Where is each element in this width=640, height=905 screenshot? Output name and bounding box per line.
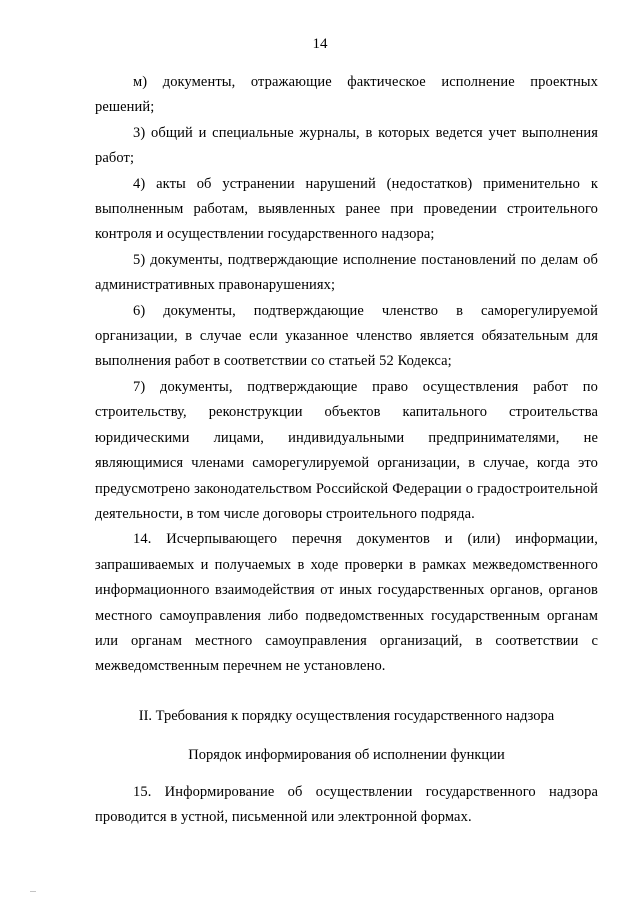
paragraph-14: 14. Исчерпывающего перечня документов и (или) информации, запрашиваемых и получаемых в ходе проверки в рамках межведомственного информационного взаимодействия от иных государственных органов, органов местного самоуправления либо подведомственных государственным органам или органам местного самоуправления организаций, в соответствии с межведомственным перечнем не установлено.: [95, 531, 598, 675]
scan-mark: ...: [30, 885, 36, 894]
subsection-heading: Порядок информирования об исполнении функции: [188, 747, 505, 763]
body-text: [95, 70, 598, 680]
paragraph-7: 7) документы, подтверждающие право осуществления работ по строительству, реконструкции объектов капитального строительства юридическими лицами, индивидуальными предпринимателями, не являющимися членами саморегулируемой организации, в случае, когда это предусмотрено законодательством Российской Федерации о градостроительной деятельности, в том числе договоры строительного подряда.: [95, 378, 598, 522]
section-heading: II. Требования к порядку осуществления государственного надзора: [138, 708, 555, 724]
paragraph-6: 6) документы, подтверждающие членство в саморегулируемой организации, в случае если указанное членство является обязательным для выполнения работ в соответствии со статьей 52 Кодекса;: [95, 302, 598, 370]
paragraph-5: 5) документы, подтверждающие исполнение постановлений по делам об административных правонарушениях;: [95, 251, 598, 294]
page-number: 14: [312, 36, 328, 52]
paragraph-4: 4) акты об устранении нарушений (недостатков) применительно к выполненным работам, выявленных ранее при проведении строительного контроля и осуществлении государственного надзора;: [95, 175, 598, 243]
paragraph-3: 3) общий и специальные журналы, в которых ведется учет выполнения работ;: [95, 124, 598, 167]
body-text-continued: [95, 780, 598, 831]
paragraph-m: м) документы, отражающие фактическое исполнение проектных решений;: [95, 74, 598, 116]
paragraph-15: 15. Информирование об осуществлении государственного надзора проводится в устной, письменной или электронной формах.: [95, 784, 598, 826]
